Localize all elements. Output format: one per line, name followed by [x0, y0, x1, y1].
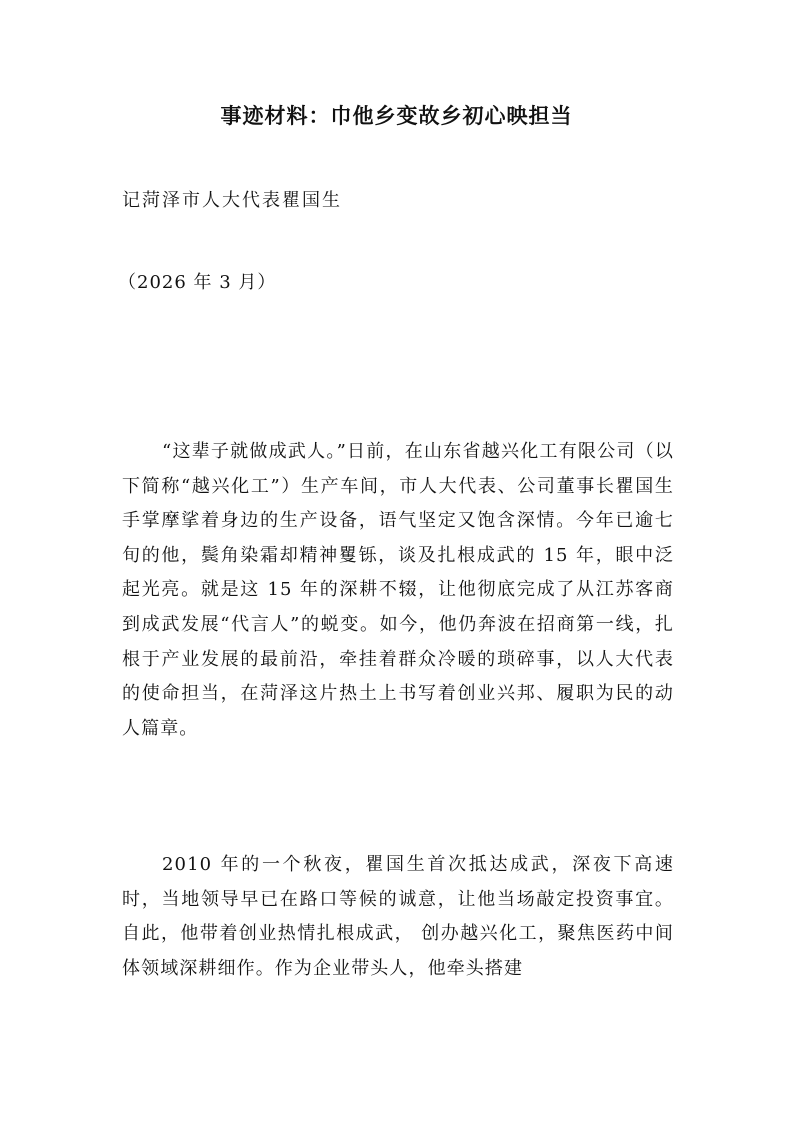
body-paragraph: “这辈子就做成武人。”日前，在山东省越兴化工有限公司（以下简称“越兴化工”）生产车间，市人大代表、公司董事长瞿国生手掌摩挲着身边的生产设备，语气坚定又饱含深情。今年已逾七旬的他，鬓角染霜却精神矍铄，谈及扎根成武的 15 年，眼中泛起光亮。就是这 15 年的深耕不辍，让他彻底完成了从江苏客商到成武发展“代言人”的蜕变。如今，他仍奔波在招商第一线，扎根于产业发展的最前沿，牵挂着群众冷暖的琐碎事，以人大代表的使命担当，在菏泽这片热土上书写着创业兴邦、履职为民的动人篇章。 [122, 441, 674, 739]
document-title: 事迹材料：巾他乡变故乡初心映担当 [220, 103, 573, 128]
body-paragraph: 2010 年的一个秋夜，瞿国生首次抵达成武，深夜下高速时，当地领导早已在路口等候的诚意，让他当场敲定投资事宜。自此，他带着创业热情扎根成武， 创办越兴化工，聚焦医药中间体领域深耕细作。作为企业带头人，他牵头搭建 [122, 854, 674, 979]
document-date: （2026 年 3 月） [118, 272, 277, 293]
document-subtitle: 记菏泽市人大代表瞿国生 [122, 190, 342, 211]
